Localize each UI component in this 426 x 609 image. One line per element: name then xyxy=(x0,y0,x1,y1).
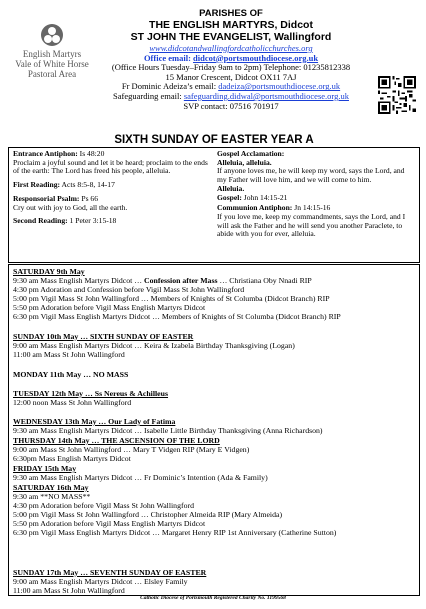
schedule-day xyxy=(13,465,413,483)
newsletter-page xyxy=(6,6,420,603)
schedule-entry: 9:00 am Mass English Martyrs Didcot … Keira & Izabela Birthday Thanksgiving (Logan) xyxy=(13,340,295,350)
mass-schedule-box xyxy=(8,264,420,596)
communion-antiphon-text: If you love me, keep my commandments, says the Lord, and I will ask the Father and he will send you another Paraclete, to abide with you for ever, alleluia. xyxy=(217,211,406,239)
first-reading-ref: Acts 8:5-8, 14-17 xyxy=(60,180,115,190)
schedule-entry: 9:00 am Mass English Martyrs Didcot … Elsley Family xyxy=(13,576,188,586)
website-link[interactable]: www.didcotandwallingfordcatholicchurches.org xyxy=(149,43,313,53)
schedule-day xyxy=(13,569,413,596)
schedule-entry: 11:00 am Mass St John Wallingford xyxy=(13,585,125,595)
priest-email-link[interactable]: dadeiza@portsmouthdiocese.org.uk xyxy=(218,81,341,92)
charity-footer: Catholic Diocese of Portsmouth Registered Charity No. 1199568 xyxy=(140,595,286,601)
gospel-acclamation-text: If anyone loves me, he will keep my word, says the Lord, and my Father will love him, and we will come to him. xyxy=(217,166,405,185)
gospel-label: Gospel: xyxy=(217,192,242,202)
safeguarding-label: Safeguarding email: xyxy=(113,90,182,101)
schedule-day xyxy=(13,333,413,360)
liturgical-title: SIXTH SUNDAY OF EASTER YEAR A xyxy=(114,134,314,146)
qr-code-icon[interactable] xyxy=(378,76,416,114)
parish-logo xyxy=(10,24,94,79)
priest-email-label: Fr Dominic Adeiza’s email: xyxy=(121,81,217,92)
logo-line: English Martyrs xyxy=(22,49,82,59)
schedule-day-heading: THURSDAY 14th May … THE ASCENSION OF THE LORD xyxy=(13,436,220,445)
safeguarding-email-link[interactable]: safeguarding.didwal@portsmouthdiocese.org.uk xyxy=(183,90,349,101)
logo-emblem-icon xyxy=(41,24,63,46)
logo-line: Pastoral Area xyxy=(27,69,77,79)
schedule-day-heading: SATURDAY 9th May xyxy=(13,267,85,276)
schedule-entry: 4:30 pm Adoration and Confession before Vigil Mass St John Wallingford xyxy=(13,284,245,294)
readings-left-column xyxy=(13,150,209,226)
schedule-day xyxy=(13,484,413,537)
schedule-entry: 12:00 noon Mass St John Wallingford xyxy=(13,397,132,407)
schedule-entry: 6:30 pm Vigil Mass English Martyrs Didcot … Margaret Henry RIP 1st Anniversary (Catherine Sutton) xyxy=(13,527,337,537)
schedule-entry: 5:50 pm Adoration before Vigil Mass English Martyrs Didcot xyxy=(13,302,206,312)
parish-name-wallingford: ST JOHN THE EVANGELIST, Wallingford xyxy=(130,31,332,43)
schedule-day xyxy=(13,371,413,380)
office-email-label: Office email: xyxy=(143,52,191,63)
schedule-day-heading: WEDNESDAY 13th May … Our Lady of Fatima xyxy=(13,417,176,426)
schedule-day-heading: SUNDAY 17th May … SEVENTH SUNDAY OF EASTER xyxy=(13,568,207,577)
schedule-entry: 11:00 am Mass St John Wallingford xyxy=(13,349,125,359)
schedule-entry: 5:50 pm Adoration before Vigil Mass English Martyrs Didcot xyxy=(13,518,206,528)
psalm-label: Responsorial Psalm: xyxy=(13,193,80,203)
communion-antiphon-label: Communion Antiphon: xyxy=(217,203,293,213)
schedule-day-heading: SATURDAY 16th May xyxy=(13,483,89,492)
alleluia-closing: Alleluia. xyxy=(217,183,245,193)
schedule-day-heading: TUESDAY 12th May … Ss Nereus & Achilleus xyxy=(13,389,169,398)
schedule-entry: 5:00 pm Vigil Mass St John Wallingford … Christopher Almeida RIP (Mary Almeida) xyxy=(13,509,283,519)
schedule-entry: 4:30 pm Adoration before Vigil Mass St John Wallingford xyxy=(13,500,194,510)
gospel-acclamation-label: Gospel Acclamation: xyxy=(217,149,285,158)
logo-line: Vale of White Horse xyxy=(15,59,89,69)
entrance-antiphon-text: Proclaim a joyful sound and let it be heard; proclaim to the ends of the earth: The Lord has freed his people, alleluia. xyxy=(13,157,208,176)
parishes-heading: PARISHES OF xyxy=(199,8,263,19)
schedule-day-heading: MONDAY 11th May … NO MASS xyxy=(13,370,129,379)
parish-name-didcot: THE ENGLISH MARTYRS, Didcot xyxy=(149,19,313,31)
schedule-entry: 9:30 am Mass English Martyrs Didcot … Confession after Mass … Christiana Oby Nnadi RIP xyxy=(13,275,312,285)
schedule-day-heading: FRIDAY 15th May xyxy=(13,464,77,473)
second-reading-label: Second Reading: xyxy=(13,216,68,226)
header xyxy=(6,6,420,126)
schedule-day xyxy=(13,268,413,321)
office-hours: (Office Hours Tuesday–Friday 9am to 2pm) Telephone: 01235812338 xyxy=(111,62,351,73)
readings-right-column xyxy=(217,150,413,239)
first-reading-label: First Reading: xyxy=(13,180,61,190)
entrance-antiphon-ref: Is 48:20 xyxy=(77,149,105,158)
office-address: 15 Manor Crescent, Didcot OX11 7AJ xyxy=(165,71,297,82)
office-email-link[interactable]: didcot@portsmouthdiocese.org.uk xyxy=(193,52,319,63)
entrance-antiphon-label: Entrance Antiphon: xyxy=(13,149,78,158)
communion-antiphon-ref: Jn 14:15-16 xyxy=(292,203,331,213)
schedule-entry: 9:30 am **NO MASS** xyxy=(13,491,91,501)
schedule-entry: 9:30 am Mass English Martyrs Didcot … Fr Dominic’s Intention (Ada & Family) xyxy=(13,472,268,482)
schedule-entry: 5:00 pm Vigil Mass St John Wallingford … Members of Knights of St Columba (Didcot Branch) RIP xyxy=(13,293,330,303)
alleluia-opening: Alleluia, alleluia. xyxy=(217,157,272,167)
schedule-day xyxy=(13,437,413,464)
header-details xyxy=(96,8,366,111)
schedule-day-heading: SUNDAY 10th May … SIXTH SUNDAY OF EASTER xyxy=(13,332,194,341)
readings-box xyxy=(8,147,420,263)
svp-contact: SVP contact: 07516 701917 xyxy=(183,100,279,111)
psalm-response: Cry out with joy to God, all the earth. xyxy=(13,202,128,212)
schedule-day xyxy=(13,390,413,408)
schedule-entry: 6:30 pm Vigil Mass English Martyrs Didcot … Members of Knights of St Columba (Didcot Branch) RIP xyxy=(13,311,341,321)
schedule-entry: 6:30pm Mass English Martyrs Didcot xyxy=(13,453,131,463)
psalm-ref: Ps 66 xyxy=(79,193,99,203)
schedule-entry: 9:30 am Mass English Martyrs Didcot … Isabelle Little Birthday Thanksgiving (Anna Richardson) xyxy=(13,425,323,435)
gospel-ref: John 14:15-21 xyxy=(241,192,288,202)
schedule-day xyxy=(13,418,413,436)
schedule-entry: 9:00 am Mass St John Wallingford … Mary T Vidgen RIP (Mary E Vidgen) xyxy=(13,444,250,454)
second-reading-ref: 1 Peter 3:15-18 xyxy=(67,216,117,226)
